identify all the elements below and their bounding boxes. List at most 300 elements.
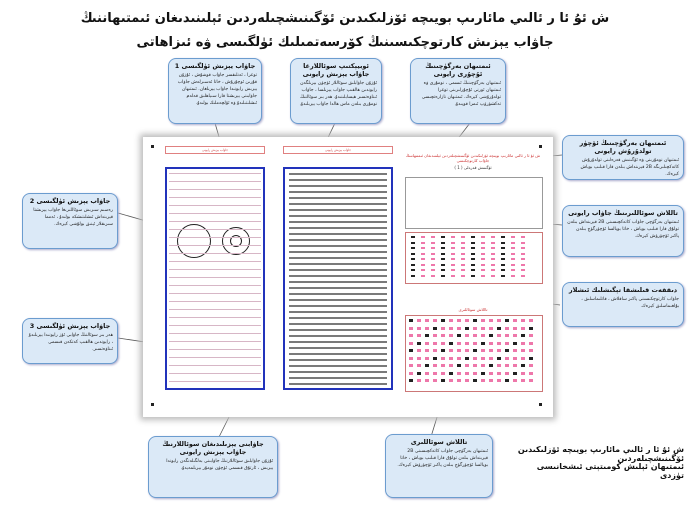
ruled-line: [169, 221, 261, 222]
objective-bubble[interactable]: [513, 349, 517, 352]
ruled-line: [289, 203, 387, 205]
objective-bubble[interactable]: [425, 327, 429, 330]
answer-bubble[interactable]: [461, 236, 465, 238]
objective-bubble[interactable]: [521, 372, 525, 375]
answer-bubble[interactable]: [501, 247, 505, 249]
objective-bubble[interactable]: [417, 349, 421, 352]
ruled-line: [169, 261, 261, 262]
answer-bubble[interactable]: [461, 242, 465, 244]
objective-bubble[interactable]: [513, 319, 517, 322]
objective-bubble[interactable]: [433, 342, 437, 345]
objective-bubble[interactable]: [457, 342, 461, 345]
ruled-line: [289, 335, 387, 337]
objective-bubble[interactable]: [521, 364, 525, 367]
objective-bubble[interactable]: [481, 319, 485, 322]
answer-bubble[interactable]: [521, 275, 525, 277]
answer-bubble[interactable]: [521, 264, 525, 266]
objective-bubble[interactable]: [505, 342, 509, 345]
objective-bubble[interactable]: [449, 372, 453, 375]
answer-bubble[interactable]: [501, 264, 505, 266]
objective-bubble[interactable]: [513, 357, 517, 360]
objective-bubble[interactable]: [489, 327, 493, 330]
objective-bubble[interactable]: [441, 372, 445, 375]
objective-bubble[interactable]: [425, 357, 429, 360]
answer-bubble[interactable]: [491, 236, 495, 238]
answer-sheet: [143, 137, 553, 417]
answer-bubble[interactable]: [441, 258, 445, 260]
col2-header: جاۋاب يېزىش رايونى: [283, 146, 393, 154]
page-title-line1: ش ئۇ ئا ر ئالىي مائارىپ بويىچە ئۆزلىكىدىن ئۆگىنىشچىلەردىن ئېلىنىدىغان ئىمتىھاننىڭ: [80, 11, 610, 26]
answer-bubble[interactable]: [521, 247, 525, 249]
ruled-line: [289, 287, 387, 289]
answer-bubble[interactable]: [421, 247, 425, 249]
answer-bubble[interactable]: [431, 253, 435, 255]
ruled-line: [169, 293, 261, 294]
answer-bubble[interactable]: [411, 236, 415, 238]
answer-bubble[interactable]: [411, 258, 415, 260]
objective-bubble[interactable]: [417, 327, 421, 330]
ruled-line: [289, 311, 387, 313]
answer-bubble[interactable]: [471, 247, 475, 249]
answer-bubble[interactable]: [511, 258, 515, 260]
ruled-line: [169, 213, 261, 214]
objective-bubble[interactable]: [457, 379, 461, 382]
ruled-line: [289, 185, 387, 187]
answer-bubble[interactable]: [431, 264, 435, 266]
objective-bubble[interactable]: [473, 349, 477, 352]
objective-bubble[interactable]: [449, 357, 453, 360]
answer-bubble[interactable]: [441, 247, 445, 249]
objective-bubble[interactable]: [417, 364, 421, 367]
answer-bubble[interactable]: [501, 236, 505, 238]
answer-bubble[interactable]: [481, 247, 485, 249]
objective-bubble[interactable]: [465, 334, 469, 337]
objective-bubble[interactable]: [505, 319, 509, 322]
answer-bubble[interactable]: [481, 258, 485, 260]
objective-bubble[interactable]: [505, 357, 509, 360]
objective-bubble[interactable]: [433, 372, 437, 375]
answer-bubble[interactable]: [501, 275, 505, 277]
objective-bubble[interactable]: [409, 379, 413, 382]
answer-bubble[interactable]: [511, 275, 515, 277]
objective-bubble[interactable]: [409, 342, 413, 345]
ruled-line: [289, 377, 387, 379]
objective-bubble[interactable]: [433, 327, 437, 330]
objective-bubble[interactable]: [441, 327, 445, 330]
ruled-line: [289, 281, 387, 283]
objective-bubble[interactable]: [409, 334, 413, 337]
answer-bubble[interactable]: [481, 253, 485, 255]
answer-bubble[interactable]: [501, 242, 505, 244]
objective-bubble[interactable]: [457, 327, 461, 330]
objective-bubble[interactable]: [449, 379, 453, 382]
objective-bubble[interactable]: [497, 319, 501, 322]
objective-bubble[interactable]: [433, 319, 437, 322]
objective-bubble[interactable]: [425, 319, 429, 322]
answer-bubble[interactable]: [471, 236, 475, 238]
answer-bubble[interactable]: [501, 269, 505, 271]
objective-bubble[interactable]: [417, 334, 421, 337]
objective-bubble[interactable]: [497, 364, 501, 367]
answer-bubble[interactable]: [491, 258, 495, 260]
objective-bubble[interactable]: [529, 327, 533, 330]
callout-sample-2-body: رەسىم سىزىش سوئاللىرىغا جاۋاب يېزىشتا قېرىنداش ئىشلىتىشكە بولىدۇ ، ئەمما سىزىقلار ئېنىق بولۇشى كېرەك.: [33, 208, 113, 227]
callout-number-area: [562, 205, 684, 257]
objective-bubble[interactable]: [489, 379, 493, 382]
objective-bubble[interactable]: [465, 379, 469, 382]
objective-bubble[interactable]: [529, 357, 533, 360]
answer-bubble[interactable]: [521, 258, 525, 260]
objective-bubble[interactable]: [473, 364, 477, 367]
answer-bubble[interactable]: [441, 236, 445, 238]
objective-bubble[interactable]: [489, 319, 493, 322]
answer-bubble[interactable]: [451, 258, 455, 260]
answer-bubble[interactable]: [521, 236, 525, 238]
objective-bubble[interactable]: [465, 357, 469, 360]
objective-bubble[interactable]: [505, 349, 509, 352]
answer-bubble[interactable]: [511, 236, 515, 238]
objective-bubble[interactable]: [417, 357, 421, 360]
objective-bubble[interactable]: [465, 342, 469, 345]
objective-bubble[interactable]: [409, 357, 413, 360]
objective-bubble[interactable]: [425, 334, 429, 337]
objective-bubble[interactable]: [473, 342, 477, 345]
ruled-line: [169, 205, 261, 206]
objective-bubble[interactable]: [489, 364, 493, 367]
answer-bubble[interactable]: [471, 264, 475, 266]
footer-line1: ش ئۇ ئا ر ئالىي مائارىپ بويىچە ئۆزلىكىدىن ئۆگىنىشچىلەردىن: [517, 445, 684, 463]
objective-bubble[interactable]: [497, 379, 501, 382]
ruled-line: [289, 251, 387, 253]
answer-bubble[interactable]: [411, 253, 415, 255]
objective-bubble[interactable]: [433, 357, 437, 360]
objective-bubble[interactable]: [441, 319, 445, 322]
answer-bubble[interactable]: [441, 242, 445, 244]
callout-number-area-body: ئىمتىھان بەرگۈچى جاۋاب كاتەكچىسىنى 2B قېرىنداش بىلەن تولۇق قارا قىلىپ بوياش ، خاتا بويالسا ئۆچۈرگۈچ بىلەن پاكىز ئۆچۈرۈش كېرەك.: [567, 220, 679, 239]
objective-section-label: تاللاش سوئاللىرى: [458, 307, 488, 312]
answer-bubble[interactable]: [451, 253, 455, 255]
answer-bubble[interactable]: [461, 247, 465, 249]
callout-long-answer-area: [290, 58, 382, 124]
objective-bubble[interactable]: [505, 334, 509, 337]
ruled-line: [169, 253, 261, 254]
ruled-line: [169, 309, 261, 310]
objective-bubble[interactable]: [425, 342, 429, 345]
objective-bubble[interactable]: [465, 372, 469, 375]
answer-bubble[interactable]: [491, 247, 495, 249]
answer-bubble[interactable]: [491, 253, 495, 255]
answer-bubble[interactable]: [491, 264, 495, 266]
objective-bubble[interactable]: [529, 379, 533, 382]
objective-bubble[interactable]: [481, 357, 485, 360]
objective-bubble[interactable]: [425, 349, 429, 352]
answer-bubble[interactable]: [481, 236, 485, 238]
objective-bubble[interactable]: [425, 372, 429, 375]
answer-bubble[interactable]: [461, 253, 465, 255]
ruled-line: [289, 305, 387, 307]
answer-bubble[interactable]: [431, 269, 435, 271]
objective-bubble[interactable]: [489, 349, 493, 352]
objective-bubble[interactable]: [449, 349, 453, 352]
candidate-info-box[interactable]: [405, 177, 543, 229]
objective-bubble[interactable]: [457, 334, 461, 337]
objective-bubble[interactable]: [417, 342, 421, 345]
ruled-line: [169, 373, 261, 374]
answer-bubble[interactable]: [521, 269, 525, 271]
answer-bubble[interactable]: [421, 236, 425, 238]
objective-bubble[interactable]: [425, 379, 429, 382]
answer-bubble[interactable]: [441, 253, 445, 255]
objective-bubble[interactable]: [417, 319, 421, 322]
answer-bubble[interactable]: [421, 258, 425, 260]
objective-bubble[interactable]: [473, 319, 477, 322]
objective-bubble[interactable]: [521, 357, 525, 360]
answer-card-subtitle: ئۆگىنىش قەرەلى ( 1 ): [454, 165, 492, 170]
callout-long-answer-title: ئوبيېكتىپ سوئاللارغا جاۋاب يېزىش رايونى: [302, 62, 370, 78]
answer-bubble[interactable]: [511, 242, 515, 244]
objective-bubble[interactable]: [441, 342, 445, 345]
objective-bubble[interactable]: [465, 327, 469, 330]
answer-bubble[interactable]: [411, 264, 415, 266]
objective-bubble[interactable]: [449, 319, 453, 322]
answer-bubble[interactable]: [431, 275, 435, 277]
objective-bubble[interactable]: [521, 349, 525, 352]
ruled-line: [289, 353, 387, 355]
ruled-line: [169, 341, 261, 342]
callout-long-answer-region-title: جاۋابنى يېزىلىدىغان سوئاللارنىڭ جاۋاب يېزىش رايونى: [162, 440, 264, 456]
callout-sample-1-title: جاۋاب يېزىش ئۈلگىسى 1: [174, 62, 256, 70]
callout-notes-title: دىققەت قىلىشقا تېگىشلىك ئىشلار: [568, 286, 678, 294]
answer-bubble[interactable]: [511, 269, 515, 271]
ruled-line: [289, 209, 387, 211]
objective-bubble[interactable]: [529, 319, 533, 322]
objective-bubble[interactable]: [481, 372, 485, 375]
answer-bubble[interactable]: [461, 275, 465, 277]
objective-bubble[interactable]: [513, 327, 517, 330]
objective-bubble[interactable]: [481, 334, 485, 337]
objective-bubble[interactable]: [521, 327, 525, 330]
col1-header: جاۋاب يېزىش رايونى: [165, 146, 265, 154]
callout-fill-area: [562, 135, 684, 180]
ruled-line: [289, 323, 387, 325]
objective-bubble[interactable]: [505, 327, 509, 330]
objective-bubble[interactable]: [489, 372, 493, 375]
objective-bubble[interactable]: [505, 372, 509, 375]
objective-bubble[interactable]: [529, 334, 533, 337]
callout-fill-area-title: ئىمتىھان بەرگۈچىنىڭ ئۆچۈر تولدۇرۇش رايونى: [579, 139, 667, 155]
objective-bubble[interactable]: [433, 334, 437, 337]
answer-area-column-2[interactable]: [283, 167, 393, 390]
objective-bubble[interactable]: [409, 319, 413, 322]
ruled-line: [169, 365, 261, 366]
objective-bubble[interactable]: [473, 334, 477, 337]
objective-bubble[interactable]: [481, 379, 485, 382]
answer-bubble[interactable]: [431, 236, 435, 238]
answer-bubble[interactable]: [471, 275, 475, 277]
objective-bubble[interactable]: [481, 342, 485, 345]
objective-bubble[interactable]: [409, 327, 413, 330]
objective-bubble[interactable]: [513, 342, 517, 345]
answer-bubble[interactable]: [441, 275, 445, 277]
objective-bubble[interactable]: [489, 342, 493, 345]
footer-line2: ئىمتىھان ئېلىش كومىتېتى ئىشخانىسى تۈزدى: [536, 462, 684, 480]
answer-bubble[interactable]: [481, 275, 485, 277]
answer-bubble[interactable]: [441, 264, 445, 266]
objective-bubble[interactable]: [521, 379, 525, 382]
objective-bubble[interactable]: [481, 327, 485, 330]
objective-bubble[interactable]: [473, 357, 477, 360]
answer-bubble[interactable]: [441, 269, 445, 271]
objective-bubble[interactable]: [409, 364, 413, 367]
answer-bubble[interactable]: [431, 242, 435, 244]
objective-bubble[interactable]: [521, 342, 525, 345]
answer-bubble[interactable]: [421, 253, 425, 255]
objective-bubble[interactable]: [489, 357, 493, 360]
answer-bubble[interactable]: [421, 242, 425, 244]
answer-bubble[interactable]: [461, 269, 465, 271]
answer-bubble[interactable]: [491, 269, 495, 271]
objective-bubble[interactable]: [497, 342, 501, 345]
callout-sample-1-body: توغرا ، ئەنلىقسز جاۋاب قوشۇش ، ئۇزۇن قۇرىن ئوچۇرۇش ، خاتا ئەسىرلەش جاۋاب يېزىش رايونىدا جاۋاب يېزىلغان. ئىمتىھان جاۋابىنى يېزىشتا قارا سىياھلىق قەلەم ئىشلىتىلىدۇ ۋە ئۆلچەملىك بولىدۇ.: [177, 73, 257, 106]
objective-bubble[interactable]: [497, 349, 501, 352]
answer-bubble[interactable]: [501, 258, 505, 260]
ruled-line: [289, 191, 387, 193]
objective-bubble[interactable]: [481, 349, 485, 352]
objective-bubble[interactable]: [481, 364, 485, 367]
answer-bubble[interactable]: [451, 264, 455, 266]
objective-bubble[interactable]: [473, 379, 477, 382]
objective-bubble[interactable]: [473, 327, 477, 330]
answer-bubble[interactable]: [481, 264, 485, 266]
answer-bubble[interactable]: [421, 264, 425, 266]
page-title-line2: جاۋاب يېزىش كارتوچكىسىنىڭ كۆرسەتمىلىك ئۈلگىسى ۋە ئىزاھاتى: [136, 35, 554, 50]
objective-bubble[interactable]: [425, 364, 429, 367]
callout-notes: [562, 282, 684, 327]
answer-bubble[interactable]: [451, 275, 455, 277]
answer-bubble[interactable]: [421, 269, 425, 271]
objective-bubble[interactable]: [449, 342, 453, 345]
answer-bubble[interactable]: [411, 269, 415, 271]
objective-bubble[interactable]: [529, 372, 533, 375]
objective-bubble[interactable]: [441, 349, 445, 352]
objective-bubble[interactable]: [457, 357, 461, 360]
answer-bubble[interactable]: [491, 275, 495, 277]
callout-notes-body: جاۋاب كارتوچكىسىنى پاكىز ساقلاش ، قاتلىماسلىق ، بۇلغىماسلىق كېرەك.: [581, 297, 679, 309]
ruled-line: [169, 237, 261, 238]
answer-bubble[interactable]: [411, 242, 415, 244]
objective-bubble[interactable]: [433, 349, 437, 352]
objective-bubble[interactable]: [529, 364, 533, 367]
ruled-line: [289, 257, 387, 259]
answer-bubble[interactable]: [501, 253, 505, 255]
objective-bubble[interactable]: [497, 372, 501, 375]
objective-bubble[interactable]: [465, 319, 469, 322]
objective-bubble[interactable]: [449, 364, 453, 367]
objective-bubble[interactable]: [449, 334, 453, 337]
objective-bubble[interactable]: [457, 364, 461, 367]
objective-bubble[interactable]: [497, 334, 501, 337]
callout-sample-2: [22, 193, 118, 249]
ruled-line: [169, 173, 261, 174]
answer-bubble[interactable]: [481, 269, 485, 271]
objective-bubble[interactable]: [513, 379, 517, 382]
answer-bubble[interactable]: [451, 242, 455, 244]
objective-bubble[interactable]: [497, 357, 501, 360]
objective-bubble[interactable]: [489, 334, 493, 337]
objective-bubble[interactable]: [457, 372, 461, 375]
objective-bubble[interactable]: [441, 334, 445, 337]
answer-bubble[interactable]: [451, 236, 455, 238]
objective-bubble[interactable]: [529, 349, 533, 352]
answer-bubble[interactable]: [451, 269, 455, 271]
objective-bubble[interactable]: [441, 379, 445, 382]
objective-bubble[interactable]: [505, 379, 509, 382]
objective-bubble[interactable]: [417, 379, 421, 382]
objective-bubble[interactable]: [529, 342, 533, 345]
ruled-line: [289, 371, 387, 373]
answer-bubble[interactable]: [471, 258, 475, 260]
answer-bubble[interactable]: [471, 242, 475, 244]
objective-bubble[interactable]: [409, 349, 413, 352]
objective-bubble[interactable]: [521, 319, 525, 322]
objective-bubble[interactable]: [441, 357, 445, 360]
answer-bubble[interactable]: [451, 247, 455, 249]
answer-bubble[interactable]: [481, 242, 485, 244]
answer-bubble[interactable]: [421, 275, 425, 277]
answer-bubble[interactable]: [521, 253, 525, 255]
ruled-line: [289, 245, 387, 247]
answer-bubble[interactable]: [471, 253, 475, 255]
answer-bubble[interactable]: [471, 269, 475, 271]
objective-bubble[interactable]: [465, 349, 469, 352]
objective-bubble[interactable]: [513, 334, 517, 337]
answer-bubble[interactable]: [411, 275, 415, 277]
objective-bubble[interactable]: [465, 364, 469, 367]
objective-bubble[interactable]: [521, 334, 525, 337]
objective-bubble[interactable]: [457, 349, 461, 352]
objective-bubble[interactable]: [417, 372, 421, 375]
objective-bubble[interactable]: [457, 319, 461, 322]
answer-bubble[interactable]: [411, 247, 415, 249]
objective-bubble[interactable]: [409, 372, 413, 375]
objective-bubble[interactable]: [449, 327, 453, 330]
objective-bubble[interactable]: [473, 372, 477, 375]
ruled-line: [169, 381, 261, 382]
objective-bubble[interactable]: [513, 372, 517, 375]
objective-bubble[interactable]: [513, 364, 517, 367]
ruled-line: [169, 349, 261, 350]
answer-bubble[interactable]: [491, 242, 495, 244]
callout-long-answer-body: ئۇزۇن جاۋابلىق سوئاللار ئۈچۈن بېرىلگەن رايوندىن ھالقىپ جاۋاب يېزىلسا ، جاۋاب ئىناۋەتسىز ھېسابلىنىدۇ. ھەر بىر سوئالنىڭ نومۇرى بىلەن ماس ھالدا جاۋاب يېزىلىدۇ.: [299, 81, 377, 107]
objective-bubble[interactable]: [505, 364, 509, 367]
answer-bubble[interactable]: [511, 247, 515, 249]
callout-sample-3-body: ھەر بىر سوئالنىڭ جاۋابى ئۆز رايونىدا يېزىلىدۇ ، رايوندىن ھالقىپ كەتكەن قىسمى ئىناۋەتسىز.: [28, 333, 113, 352]
answer-bubble[interactable]: [461, 264, 465, 266]
callout-objective-region-title: تاللاش سوئاللىرى: [410, 438, 468, 446]
callout-sample-3: [22, 318, 118, 364]
objective-bubble[interactable]: [497, 327, 501, 330]
objective-bubble[interactable]: [433, 379, 437, 382]
answer-bubble[interactable]: [431, 247, 435, 249]
answer-bubble[interactable]: [511, 264, 515, 266]
answer-bubble[interactable]: [461, 258, 465, 260]
answer-bubble[interactable]: [511, 253, 515, 255]
objective-bubble[interactable]: [441, 364, 445, 367]
objective-bubble[interactable]: [433, 364, 437, 367]
answer-bubble[interactable]: [521, 242, 525, 244]
callout-objective-region-body: ئىمتىھان بەرگۈچى جاۋاب كاتەكچىسىنى 2B قېرىنداش بىلەن تولۇق قارا قىلىپ بوياش ، خاتا بويالسا ئۆچۈرگۈچ بىلەن پاكىز ئۆچۈرۈش كېرەك.: [397, 449, 488, 468]
answer-bubble[interactable]: [431, 258, 435, 260]
